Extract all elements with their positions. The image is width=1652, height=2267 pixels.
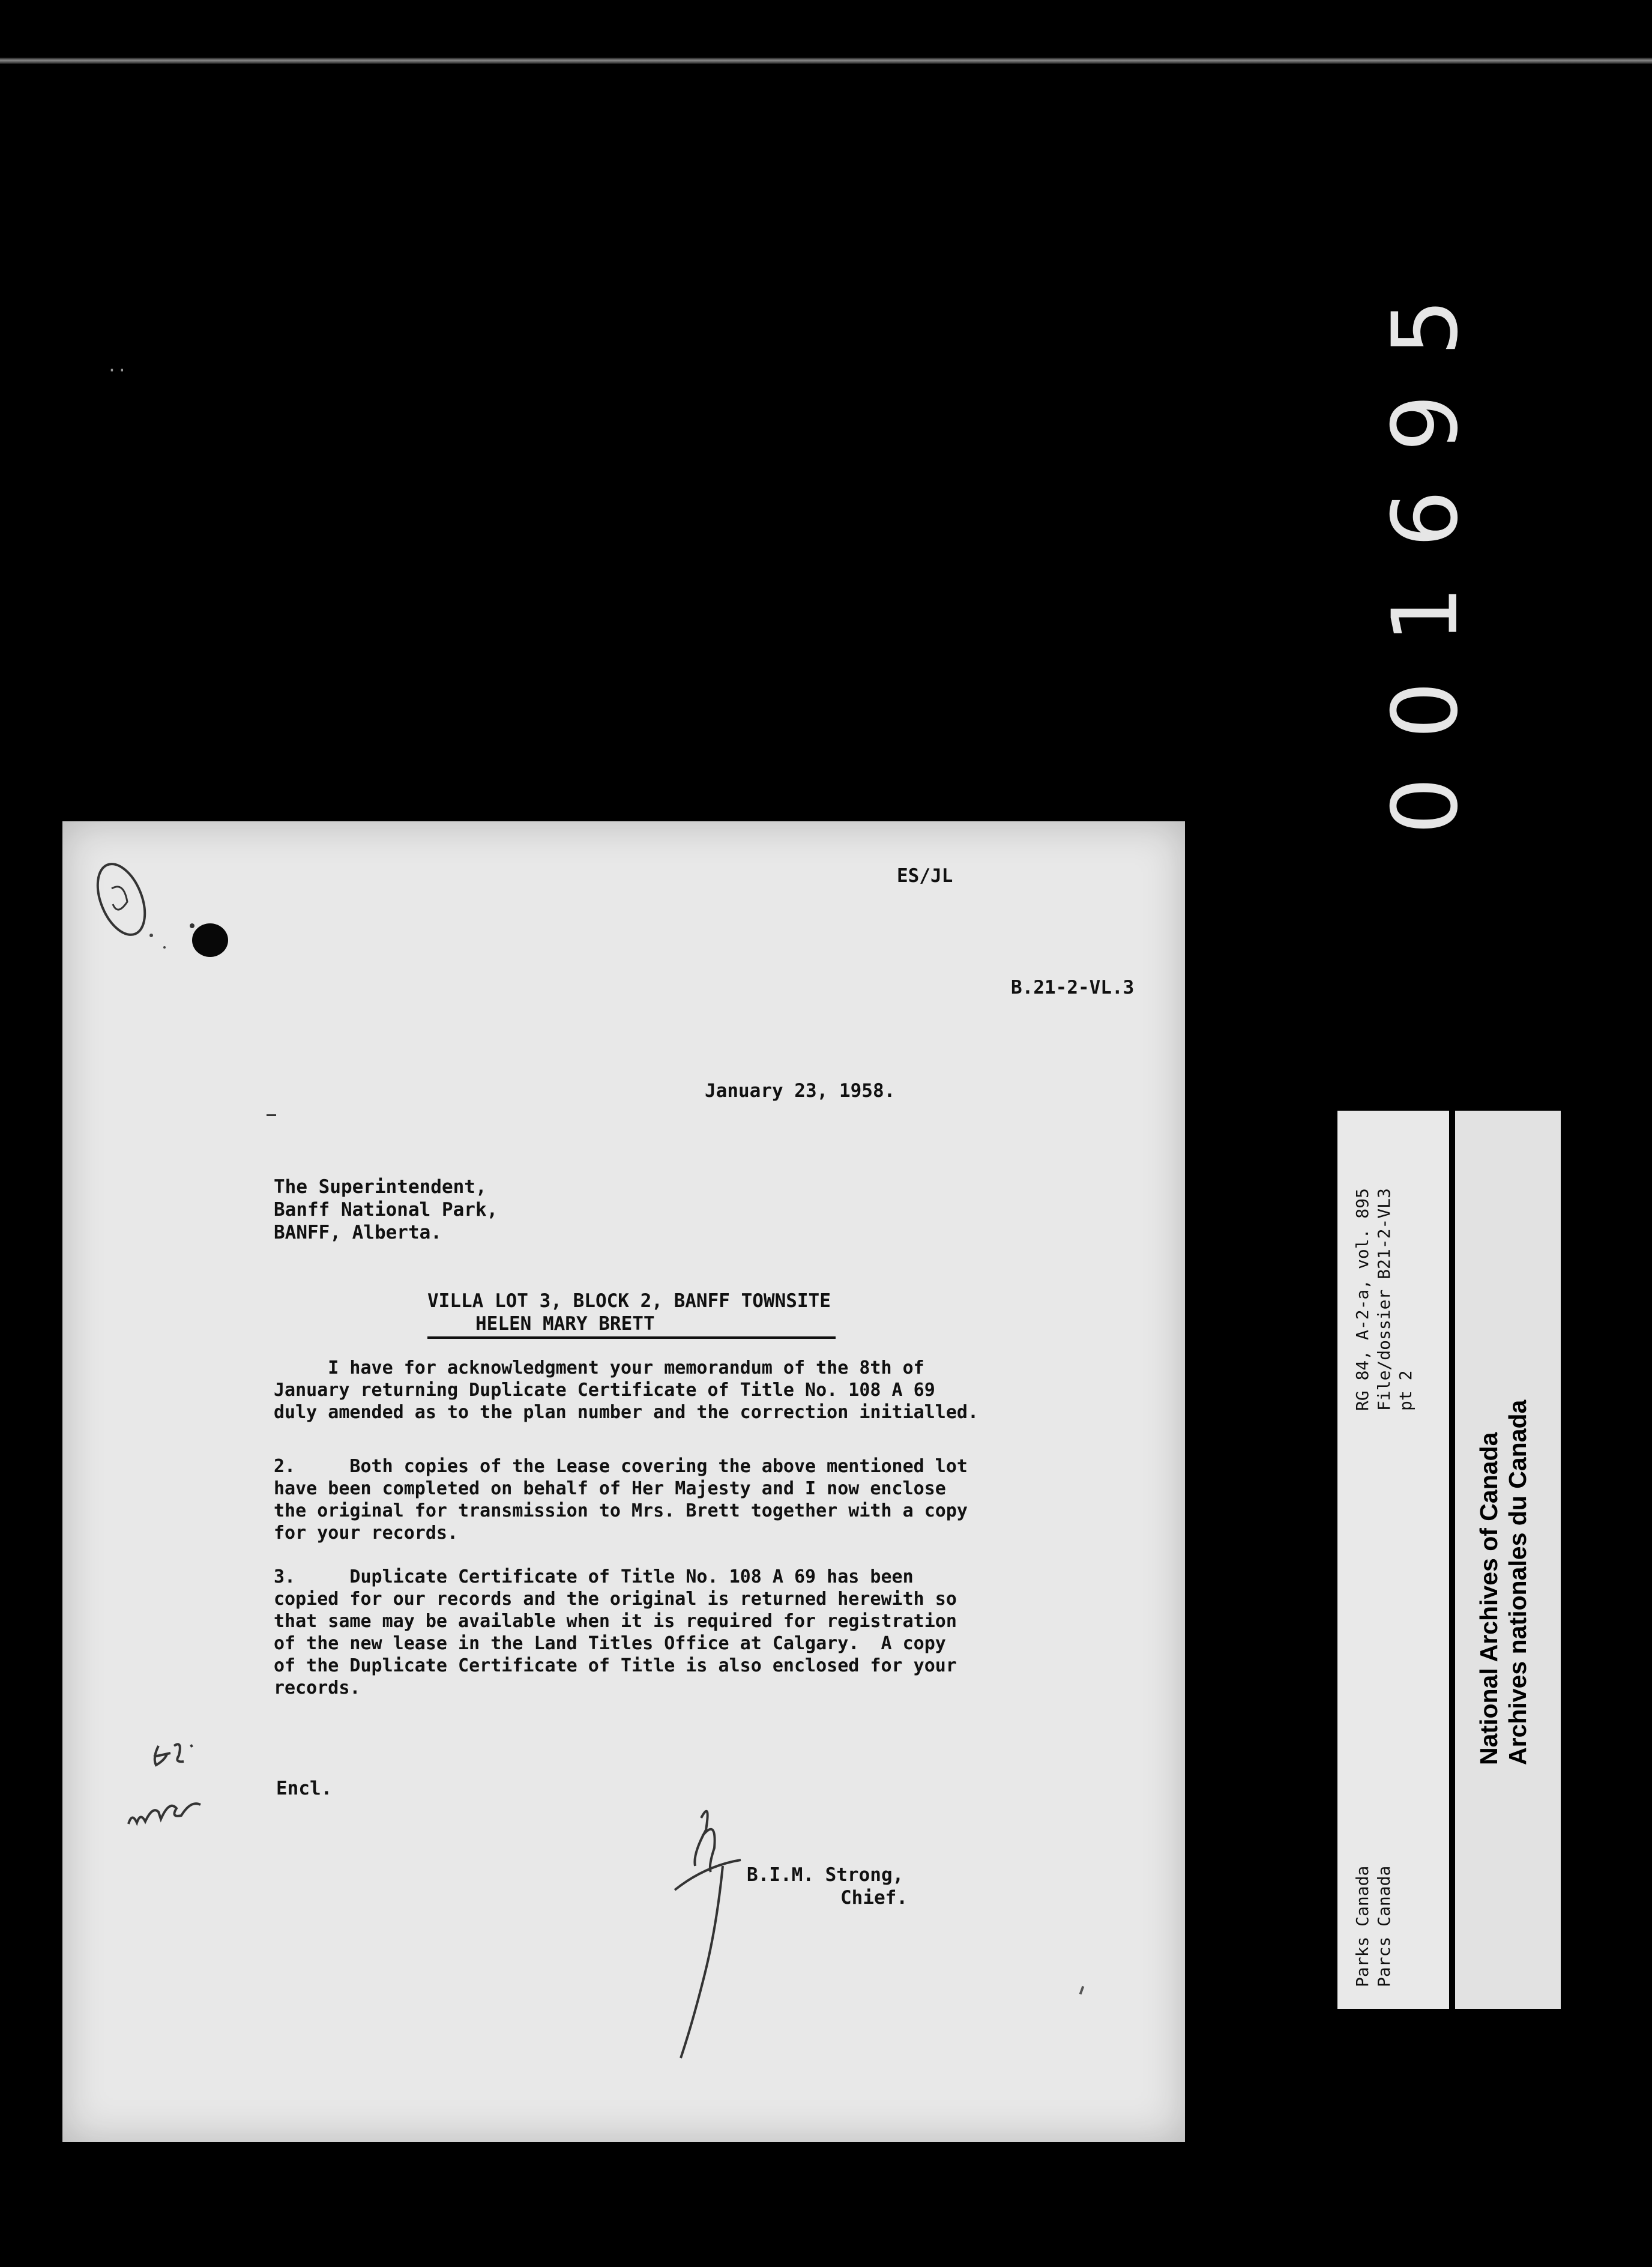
paragraph-2: 2. Both copies of the Lease covering the above mentioned lot have been completed on behalf of Her Majesty and I now enclose the original for transmission to Mrs. Brett together with a copy for your records. [274, 1456, 968, 1544]
filing-stamp-mark [74, 845, 231, 977]
paragraph-1: I have for acknowledgment your memorandum of the 8th of January returning Duplicate Certificate of Title No. 108 A 69 duly amended as to the plan number and the correction initialled. [274, 1357, 978, 1423]
subject-line: VILLA LOT 3, BLOCK 2, BANFF TOWNSITE [427, 1290, 831, 1312]
handwritten-initials [116, 1722, 255, 1854]
letter-page [62, 821, 1185, 2142]
archive-institution [1474, 1400, 1532, 1765]
archival-reference-block [1352, 1188, 1417, 1411]
reference-initials: ES/JL [897, 865, 953, 887]
source-department-block [1352, 1866, 1395, 1987]
letter-date: January 23, 1958. [705, 1080, 896, 1102]
addressee-line: BANFF, Alberta. [274, 1222, 442, 1243]
film-edge [0, 58, 1652, 64]
label-divider [1449, 1111, 1455, 2009]
subject-underline [427, 1336, 836, 1339]
enclosure-note: Encl. [276, 1778, 333, 1799]
archival-part: pt 2 [1396, 1370, 1415, 1411]
source-department-fr: Parcs Canada [1374, 1865, 1394, 1987]
institution-name-en: National Archives of Canada [1475, 1432, 1503, 1765]
signatory-title: Chief. [840, 1887, 908, 1909]
film-speck: ·· [107, 360, 127, 380]
paragraph-3: 3. Duplicate Certificate of Title No. 108 A 69 has been copied for our records and the original is returned herewith so that same may be available when it is required for registration of the new lease in the Land Titles Office at Calgary. A copy of the Duplicate Certificate of Title is also enclosed for your records. [274, 1566, 957, 1698]
archival-reference: RG 84, A-2-a, vol. 895 [1352, 1188, 1372, 1411]
archival-file-number: File/dossier B21-2-VL3 [1374, 1188, 1394, 1411]
subject-heading [427, 1290, 836, 1339]
addressee-line: Banff National Park, [274, 1199, 498, 1221]
source-department-en: Parks Canada [1352, 1865, 1372, 1987]
stray-mark [1079, 1986, 1085, 1995]
signature [651, 1794, 771, 2082]
signatory-name: B.I.M. Strong, [747, 1864, 904, 1886]
film-frame-number: 001695 [1373, 260, 1478, 835]
file-number: B.21-2-VL.3 [1011, 977, 1135, 998]
addressee-line: The Superintendent, [274, 1176, 487, 1198]
stray-mark [267, 1114, 276, 1116]
archive-label [1337, 1111, 1561, 2009]
subject-line: HELEN MARY BRETT [475, 1313, 655, 1335]
institution-name-fr: Archives nationales du Canada [1504, 1399, 1531, 1765]
